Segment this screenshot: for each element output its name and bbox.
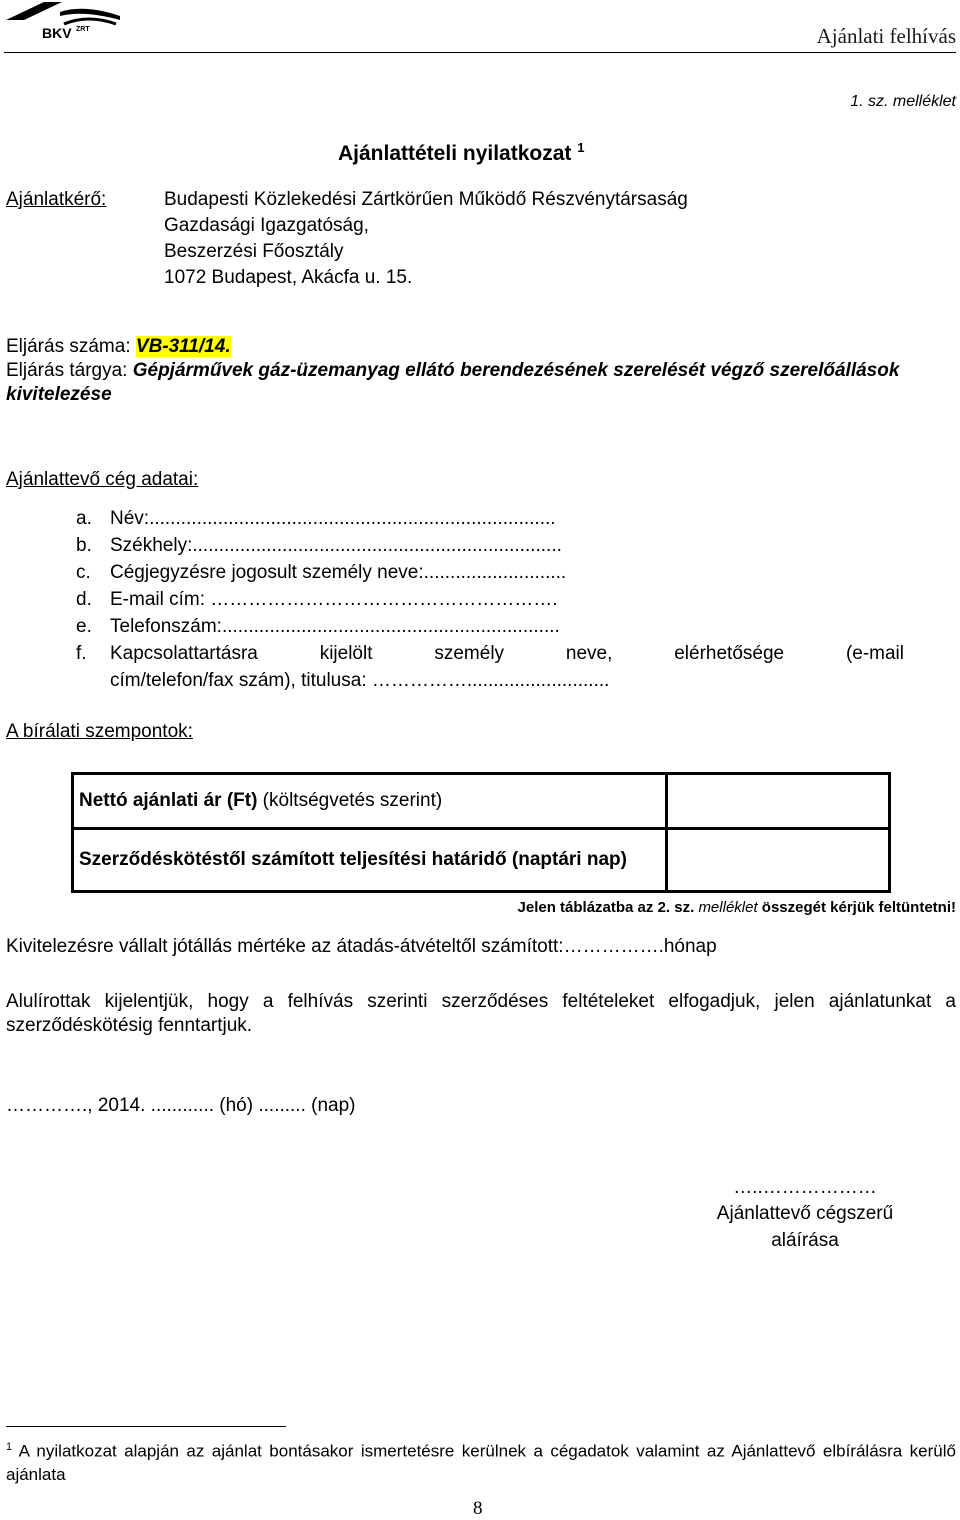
- contact-word: elérhetősége: [674, 643, 785, 664]
- procedure-number-value: VB-311/14.: [135, 336, 231, 357]
- signature-dots: …..………………: [733, 1177, 877, 1198]
- procedure-subject-value: Gépjárművek gáz-üzemanyag ellátó berendezésének szerelését végző szerelőállások kivitelezése: [6, 360, 900, 405]
- procedure-subject: [6, 359, 956, 407]
- contact-word: (e-mail: [845, 643, 904, 664]
- field-contact: [76, 642, 904, 669]
- footnote-mark: 1: [6, 1441, 13, 1453]
- contact-word: Kapcsolattartásra: [110, 643, 258, 664]
- field-text: E-mail cím: ……………………………………………….: [110, 589, 558, 610]
- table-row: [73, 774, 890, 829]
- bidder-fields: [76, 507, 904, 696]
- contact-word: kijelölt: [319, 643, 373, 664]
- field-letter: e.: [76, 616, 92, 637]
- criterion-bold: Szerződéskötéstől számított teljesítési határidő (naptári nap): [79, 849, 627, 870]
- criterion-value-cell[interactable]: [666, 829, 889, 892]
- procedure-subject-label: Eljárás tárgya:: [6, 360, 128, 381]
- procedure-number: [6, 335, 231, 359]
- field-letter: b.: [76, 535, 92, 556]
- address-line: Gazdasági Igazgatóság,: [164, 215, 369, 236]
- criterion-bold: Nettó ajánlati ár (Ft): [79, 790, 258, 811]
- field-text: Cégjegyzésre jogosult személy neve:...........................: [110, 562, 567, 583]
- svg-text:BKV: BKV: [42, 25, 72, 41]
- table-row: [73, 829, 890, 892]
- bkv-logo-icon: [4, 0, 122, 42]
- requester-address: [164, 188, 688, 292]
- document-title: [338, 136, 584, 166]
- address-line: Budapesti Közlekedési Zártkörűen Működő Részvénytársaság: [164, 189, 688, 210]
- signature-line-1: Ajánlattevő cégszerű: [716, 1203, 894, 1224]
- footnote: [6, 1436, 956, 1486]
- note-italic: melléklet: [698, 899, 758, 916]
- criterion-label: [73, 829, 667, 892]
- signature-block: [660, 1176, 950, 1253]
- criteria-label: A bírálati szempontok:: [6, 721, 193, 742]
- field-letter: d.: [76, 589, 92, 610]
- header-title: Ajánlati felhívás: [816, 24, 956, 48]
- field-text: Név:.............................................................................: [110, 508, 556, 529]
- field-letter: f.: [76, 643, 87, 664]
- annex-label: 1. sz. melléklet: [850, 93, 956, 110]
- header-divider: [4, 52, 956, 53]
- contact-word: személy: [434, 643, 505, 664]
- contact-word: neve,: [565, 643, 613, 664]
- criteria-table: [71, 772, 891, 893]
- table-note: [518, 896, 956, 920]
- svg-text:ZRT: ZRT: [76, 26, 90, 33]
- bkv-logo: [4, 0, 122, 42]
- field-text: Telefonszám:................................................................: [110, 616, 560, 637]
- contact-line-1: [110, 642, 904, 669]
- address-line: Beszerzési Főosztály: [164, 241, 344, 262]
- procedure-number-label: Eljárás száma:: [6, 336, 131, 357]
- requester-label: Ajánlatkérő:: [6, 189, 107, 210]
- field-letter: a.: [76, 508, 92, 529]
- field-signatory: [76, 561, 904, 588]
- date-line: …………., 2014. ............ (hó) ......... (nap): [6, 1095, 356, 1116]
- title-footnote-mark: 1: [577, 140, 585, 155]
- field-text: Székhely:......................................................................: [110, 535, 562, 556]
- field-phone: [76, 615, 904, 642]
- statement-paragraph: Alulírottak kijelentjük, hogy a felhívás szerinti szerződéses feltételeket elfogadjuk, jelen ajánlatunkat a szerződéskötésig fenntartjuk.: [6, 991, 956, 1036]
- criterion-label: [73, 774, 667, 829]
- warranty-line: Kivitelezésre vállalt jótállás mértéke az átadás-átvételtől számított:…………….hónap: [6, 936, 717, 957]
- field-email: [76, 588, 904, 615]
- criterion-value-cell[interactable]: [666, 774, 889, 829]
- bidder-data-label: Ajánlattevő cég adatai:: [6, 469, 199, 490]
- field-letter: c.: [76, 562, 91, 583]
- footnote-text: A nyilatkozat alapján az ajánlat bontásakor ismertetésre kerülnek a cégadatok valamint az Ajánlattevő elbírálásra kerülő ajánlata: [6, 1441, 956, 1484]
- address-line: 1072 Budapest, Akácfa u. 15.: [164, 267, 413, 288]
- document-title-text: Ajánlattételi nyilatkozat: [338, 142, 572, 165]
- footnote-divider: [6, 1426, 286, 1427]
- field-seat: [76, 534, 904, 561]
- page-number: 8: [473, 1498, 483, 1519]
- criterion-normal: (költségvetés szerint): [257, 790, 443, 811]
- note-text: Jelen táblázatba az 2. sz.: [517, 899, 699, 916]
- signature-line-2: aláírása: [771, 1230, 839, 1251]
- contact-line-2: cím/telefon/fax szám), titulusa: ……………...........................: [110, 670, 610, 691]
- field-name: [76, 507, 904, 534]
- note-text: összegét kérjük feltüntetni!: [757, 899, 956, 916]
